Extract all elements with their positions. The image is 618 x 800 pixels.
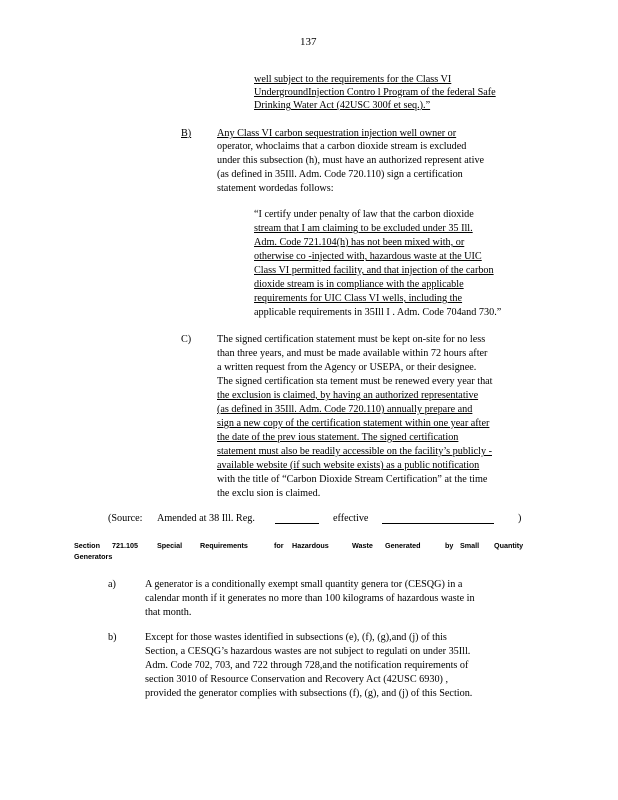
text-line: A generator is a conditionally exempt small quantity genera tor (CESQG) in a <box>145 579 463 590</box>
text-line: provided the generator complies with subsections (f), (g), and (j) of this Section. <box>145 688 473 699</box>
text-line: the exclusion is claimed, by having an authorized representative <box>217 390 479 401</box>
text-line: statement must also be readily accessible on the facility’s publicly - <box>217 446 492 457</box>
heading-word: 721.105 <box>112 541 138 550</box>
item-label: B) <box>181 128 192 139</box>
section-heading <box>0 541 618 565</box>
text-line: available website (if such website exists) as a public notification <box>217 460 480 471</box>
text-line: a written request from the Agency or USEPA, or their designee. <box>217 362 477 373</box>
source-amended: Amended at 38 Ill. Reg. <box>157 513 255 524</box>
heading-word: Waste <box>352 541 373 550</box>
item-label: a) <box>108 579 116 590</box>
heading-word: Quantity <box>494 541 524 550</box>
text-line: Any Class VI carbon sequestration injection well owner or <box>217 128 457 139</box>
text-line: Drinking Water Act (42USC 300f et seq.).” <box>254 100 431 111</box>
source-suffix: ) <box>518 513 522 524</box>
page-number: 137 <box>300 36 317 48</box>
heading-word: Small <box>460 541 480 550</box>
text-line: than three years, and must be made available within 72 hours after <box>217 348 488 359</box>
text-line: under this subsection (h), must have an authorized represent ative <box>217 155 485 166</box>
text-line: The signed certification statement must be kept on-site for no less <box>217 334 486 345</box>
text-line: The signed certification sta tement must be renewed every year that <box>217 376 493 387</box>
text-line: statement wordedas follows: <box>217 183 334 194</box>
heading-word: Hazardous <box>292 541 329 550</box>
heading-word: Requirements <box>200 541 248 550</box>
text-line: Adm. Code 702, 703, and 722 through 728,and the notification requirements of <box>145 660 469 671</box>
text-line: calendar month if it generates no more than 100 kilograms of hazardous waste in <box>145 593 475 604</box>
heading-word: Section <box>74 541 100 550</box>
text-line: (as defined in 35Ill. Adm. Code 720.110) annually prepare and <box>217 404 473 415</box>
effective-blank <box>382 512 494 524</box>
reg-blank <box>275 512 319 524</box>
text-line: that month. <box>145 607 192 618</box>
text-line: Except for those wastes identified in subsections (e), (f), (g),and (j) of this <box>145 632 447 643</box>
text-line: with the title of “Carbon Dioxide Stream Certification” at the time <box>217 474 488 485</box>
text-line: “I certify under penalty of law that the carbon dioxide <box>254 209 474 220</box>
text-line: sign a new copy of the certification statement within one year after <box>217 418 490 429</box>
item-label: b) <box>108 632 117 643</box>
source-prefix: (Source: <box>108 513 143 524</box>
text-line: otherwise co -injected with, hazardous waste at the UIC <box>254 251 482 262</box>
text-line: the date of the prev ious statement. The signed certification <box>217 432 459 443</box>
heading-word: Generators <box>74 552 113 561</box>
heading-word: Special <box>157 541 183 550</box>
text-line: the exclu sion is claimed. <box>217 488 321 499</box>
heading-word: Generated <box>385 541 421 550</box>
text-line: section 3010 of Resource Conservation and Recovery Act (42USC 6930) , <box>145 674 449 685</box>
item-label: C) <box>181 334 192 345</box>
text-line: UndergroundInjection Contro l Program of the federal Safe <box>254 87 496 98</box>
text-line: Section, a CESQG’s hazardous wastes are not subject to regulati on under 35Ill. <box>145 646 471 657</box>
text-line: requirements for UIC Class VI wells, including the <box>254 293 463 304</box>
text-line: (as defined in 35Ill. Adm. Code 720.110) sign a certification <box>217 169 463 180</box>
heading-word: for <box>274 541 284 550</box>
source-effective: effective <box>333 513 369 524</box>
text-line: stream that I am claiming to be excluded under 35 Ill. <box>254 223 473 234</box>
text-line: dioxide stream is in compliance with the applicable <box>254 279 464 290</box>
text-line: Class VI permitted facility, and that injection of the carbon <box>254 265 494 276</box>
text-line: applicable requirements in 35Ill I . Adm. Code 704and 730.” <box>254 307 502 318</box>
text-line: well subject to the requirements for the Class VI <box>254 74 452 85</box>
text-line: Adm. Code 721.104(h) has not been mixed with, or <box>254 237 465 248</box>
text-line: operator, whoclaims that a carbon dioxide stream is excluded <box>217 141 467 152</box>
heading-word: by <box>445 541 454 550</box>
